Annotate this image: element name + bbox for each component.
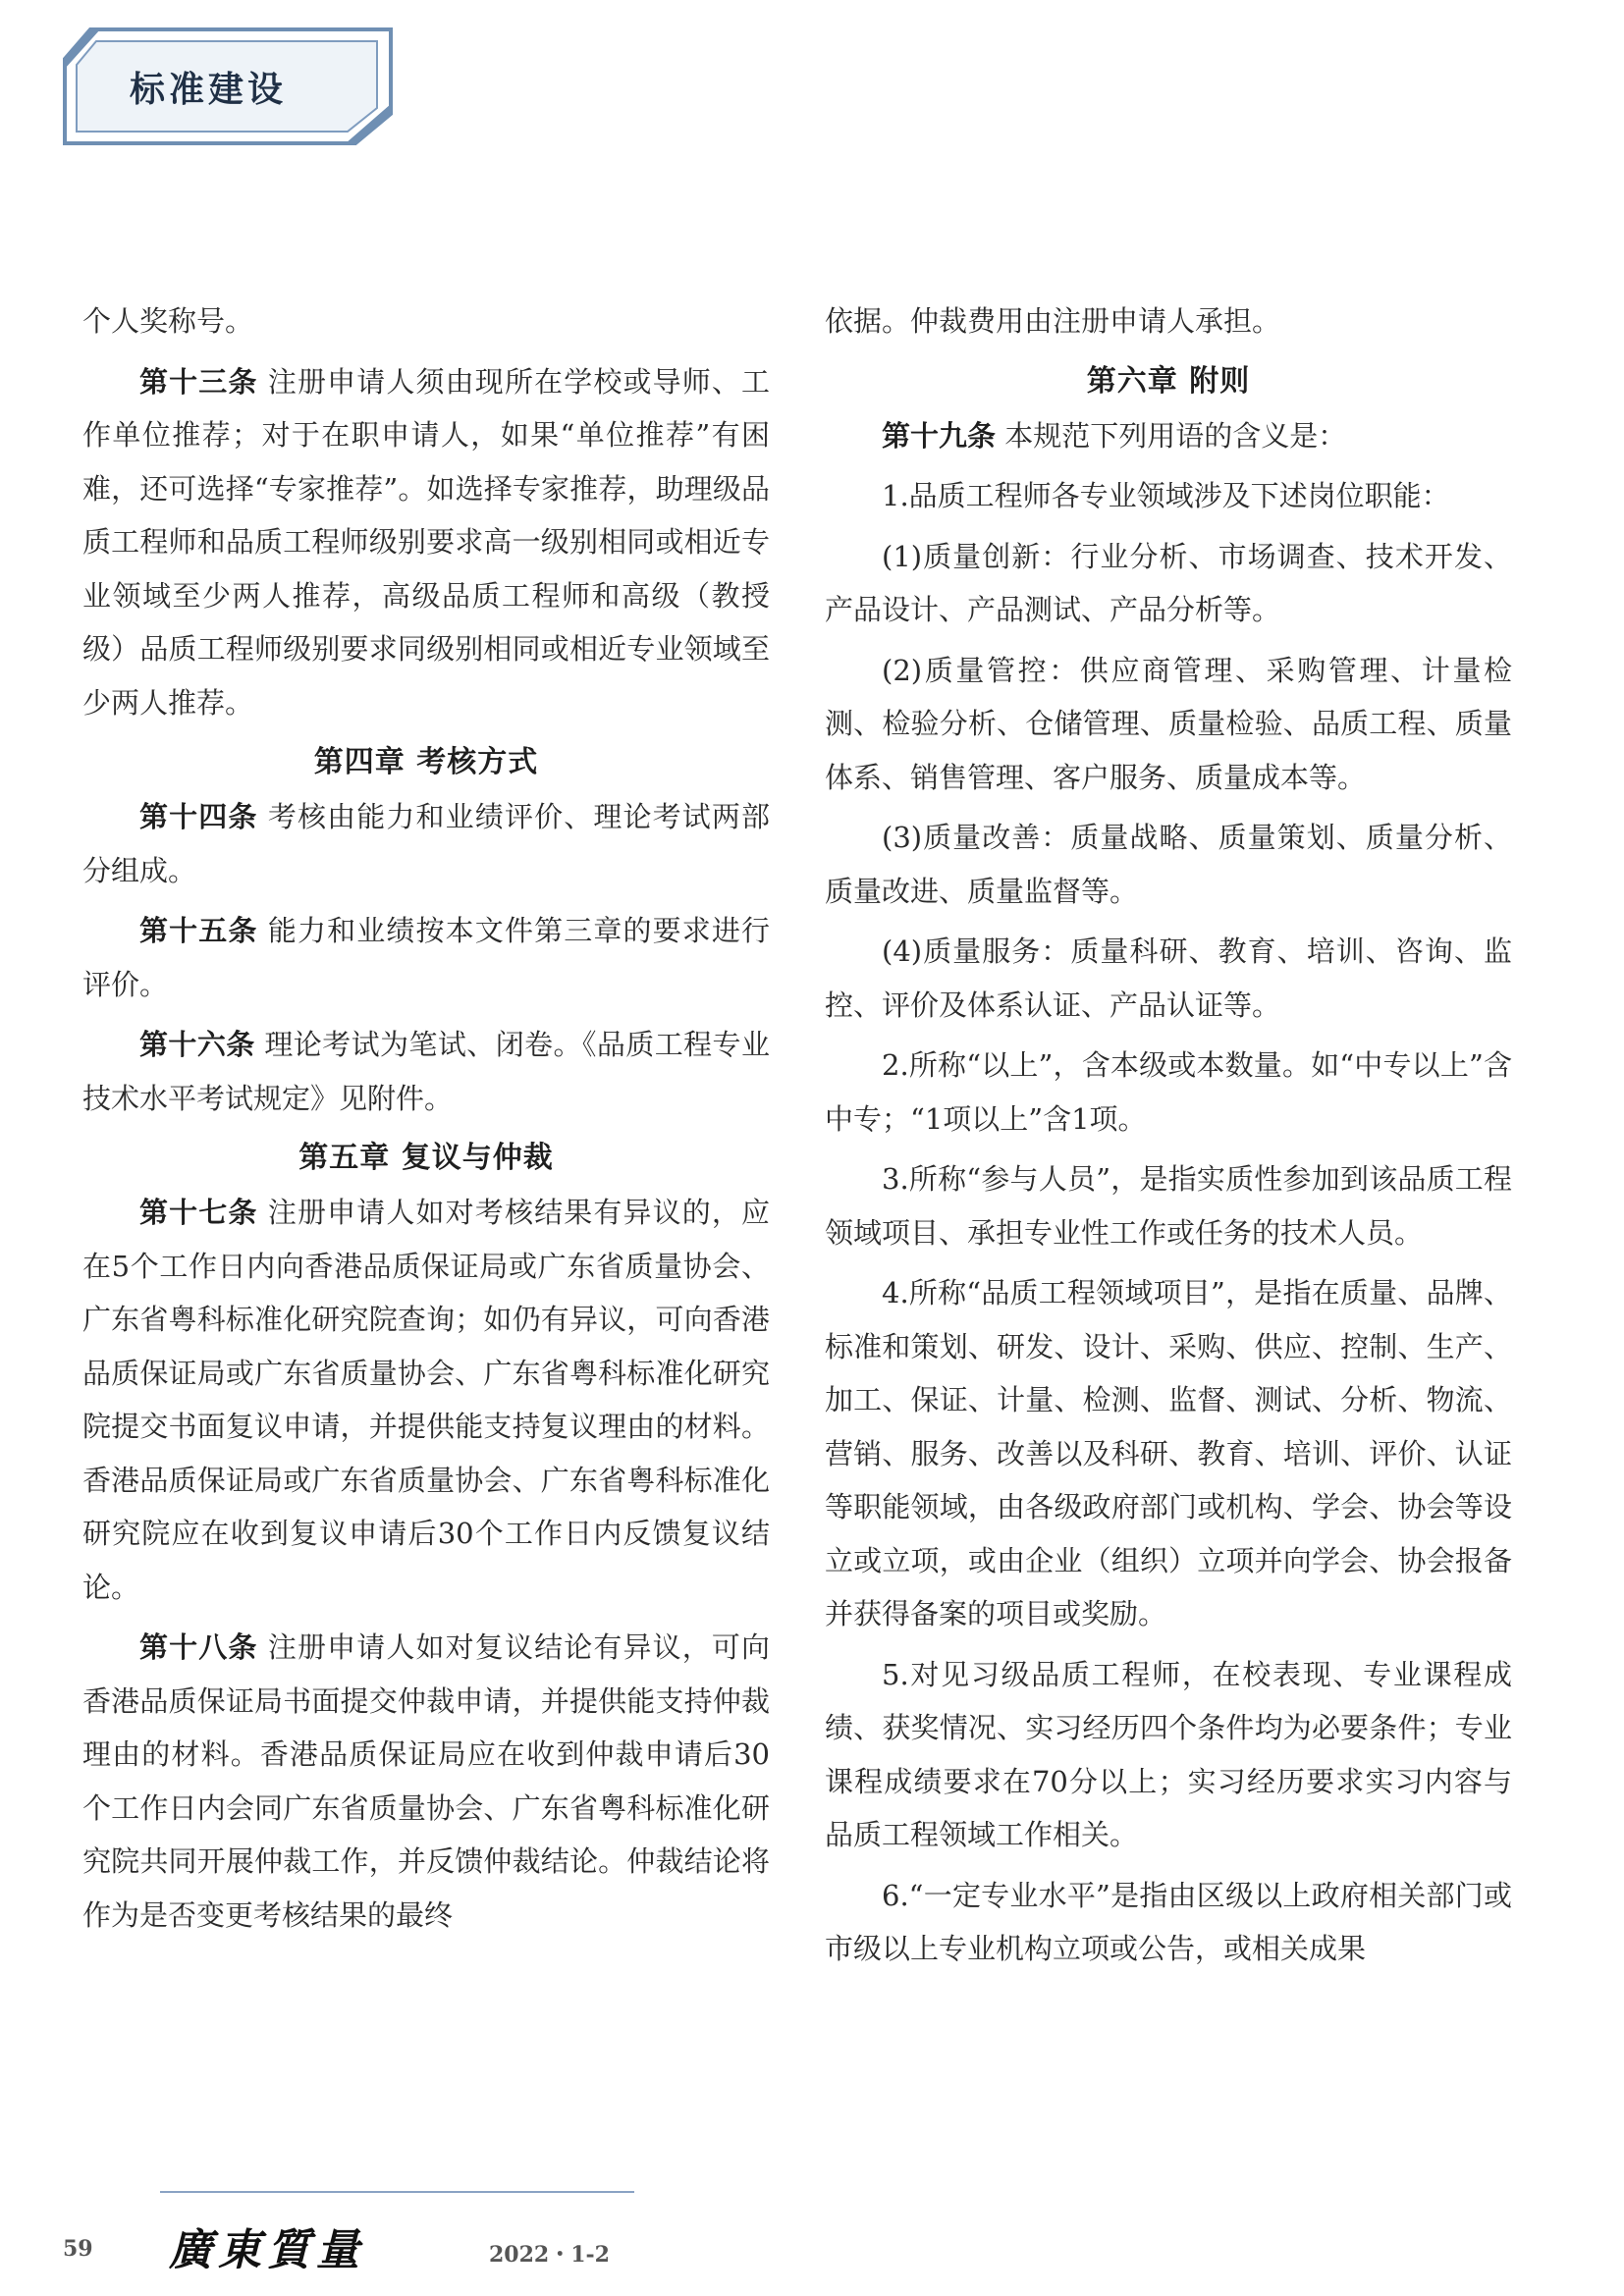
paragraph: 依据。仲裁费用由注册申请人承担。 bbox=[825, 304, 1281, 338]
article-label: 第十九条 bbox=[882, 418, 997, 453]
paragraph: 个人奖称号。 bbox=[82, 304, 254, 338]
article-14 bbox=[82, 790, 770, 897]
footer-divider bbox=[160, 2191, 634, 2193]
article-label: 第十六条 bbox=[139, 1028, 255, 1061]
article-15 bbox=[82, 904, 770, 1011]
article-label: 第十七条 bbox=[139, 1196, 258, 1229]
definition-item-5: 5.对见习级品质工程师，在校表现、专业课程成绩、获奖情况、实习经历四个条件均为必要条件；专业课程成绩要求在70分以上；实习经历要求实习内容与品质工程领域工作相关。 bbox=[825, 1657, 1512, 1851]
definition-subitem-2: (2)质量管控：供应商管理、采购管理、计量检测、检验分析、仓储管理、质量检验、品质工程、质量体系、销售管理、客户服务、质量成本等。 bbox=[825, 653, 1512, 794]
magazine-logo: 廣東質量 bbox=[169, 2225, 365, 2275]
issue-number: 2022・1-2 bbox=[489, 2242, 610, 2268]
left-column bbox=[82, 294, 770, 1942]
definition-subitem-3: (3)质量改善：质量战略、质量策划、质量分析、质量改进、质量监督等。 bbox=[825, 821, 1512, 908]
article-17 bbox=[82, 1186, 770, 1614]
page-number: 59 bbox=[63, 2236, 93, 2262]
article-text: 理论考试为笔试、闭卷。《品质工程专业技术水平考试规定》见附件。 bbox=[82, 1028, 770, 1115]
article-text: 本规范下列用语的含义是： bbox=[1004, 418, 1347, 453]
right-column bbox=[825, 294, 1512, 1976]
article-16 bbox=[82, 1018, 770, 1125]
chapter-6-heading: 第六章 附则 bbox=[1086, 363, 1251, 399]
article-label: 第十三条 bbox=[139, 364, 258, 399]
definition-item-1: 1.品质工程师各专业领域涉及下述岗位职能： bbox=[882, 479, 1450, 512]
article-label: 第十八条 bbox=[139, 1630, 258, 1664]
article-label: 第十四条 bbox=[139, 800, 258, 833]
definition-item-4: 4.所称“品质工程领域项目”，是指在质量、品牌、标准和策划、研发、设计、采购、供应、控制、生产、加工、保证、计量、检测、监督、测试、分析、物流、营销、服务、改善以及科研、教育、培训、评价、认证等职能领域，由各级政府部门或机构、学会、协会等设立或立项，或由企业（组织）立项并向学会、协会报备并获得备案的项目或奖励。 bbox=[825, 1276, 1512, 1630]
definition-item-3: 3.所称“参与人员”，是指实质性参加到该品质工程领域项目、承担专业性工作或任务的技术人员。 bbox=[825, 1162, 1512, 1250]
article-text: 注册申请人须由现所在学校或导师、工作单位推荐；对于在职申请人，如果“单位推荐”有困难，还可选择“专家推荐”。如选择专家推荐，助理级品质工程师和品质工程师级别要求高一级别相同或相近专业领域至少两人推荐，高级品质工程师和高级（教授级）品质工程师级别要求同级别相同或相近专业领域至少两人推荐。 bbox=[82, 364, 770, 720]
definition-item-6: 6.“一定专业水平”是指由区级以上政府相关部门或市级以上专业机构立项或公告，或相关成果 bbox=[825, 1878, 1512, 1965]
article-text: 考核由能力和业绩评价、理论考试两部分组成。 bbox=[82, 800, 770, 887]
article-13 bbox=[82, 355, 770, 730]
definition-subitem-1: (1)质量创新：行业分析、市场调查、技术开发、产品设计、产品测试、产品分析等。 bbox=[825, 539, 1512, 626]
article-18 bbox=[82, 1621, 770, 1942]
article-text: 注册申请人如对考核结果有异议的，应在5个工作日内向香港品质保证局或广东省质量协会、广东省粤科标准化研究院查询；如仍有异议，可向香港品质保证局或广东省质量协会、广东省粤科标准化研究院提交书面复议申请，并提供能支持复议理由的材料。香港品质保证局或广东省质量协会、广东省粤科标准化研究院应在收到复议申请后30个工作日内反馈复议结论。 bbox=[82, 1196, 770, 1604]
chapter-4-heading: 第四章 考核方式 bbox=[313, 745, 539, 779]
chapter-5-heading: 第五章 复议与仲裁 bbox=[298, 1141, 554, 1175]
section-tab bbox=[61, 26, 395, 147]
article-label: 第十五条 bbox=[139, 914, 258, 947]
definition-subitem-4: (4)质量服务：质量科研、教育、培训、咨询、监控、评价及体系认证、产品认证等。 bbox=[825, 934, 1512, 1022]
article-text: 能力和业绩按本文件第三章的要求进行评价。 bbox=[82, 914, 770, 1001]
definition-item-2: 2.所称“以上”，含本级或本数量。如“中专以上”含中专；“1项以上”含1项。 bbox=[825, 1048, 1512, 1136]
article-text: 注册申请人如对复议结论有异议，可向香港品质保证局书面提交仲裁申请，并提供能支持仲裁理由的材料。香港品质保证局应在收到仲裁申请后30个工作日内会同广东省质量协会、广东省粤科标准化研究院共同开展仲裁工作，并反馈仲裁结论。仲裁结论将作为是否变更考核结果的最终 bbox=[82, 1630, 770, 1932]
section-tab-label: 标准建设 bbox=[129, 69, 287, 110]
article-19 bbox=[825, 409, 1512, 463]
